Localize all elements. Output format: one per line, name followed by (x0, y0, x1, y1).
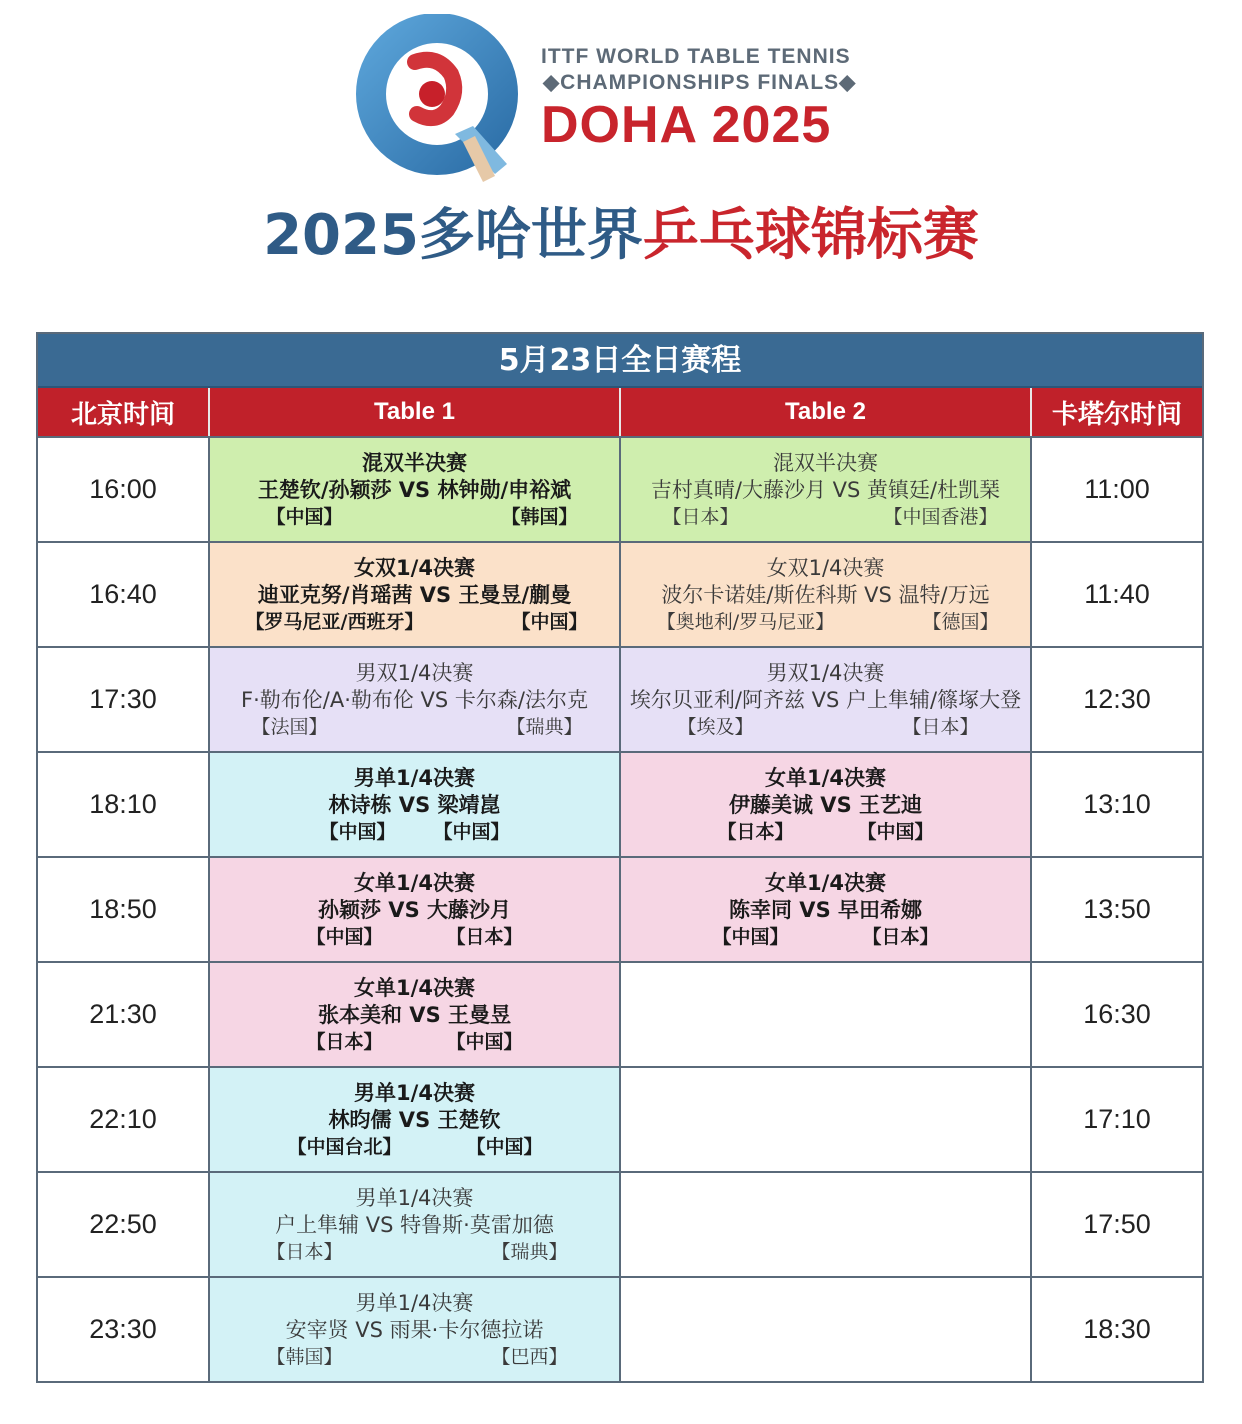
header-beijing-time: 北京时间 (38, 388, 210, 436)
table-row (38, 541, 1202, 646)
match-players: 伊藤美诚 VS 王艺迪 (729, 793, 922, 817)
match-stage: 混双半决赛 (362, 451, 467, 475)
nation-left: 【韩国】 (266, 1346, 343, 1368)
header-qatar-time: 卡塔尔时间 (1051, 399, 1182, 430)
nation-right: 【瑞典】 (491, 1241, 568, 1263)
nation-left: 【中国】 (266, 506, 343, 528)
nation-left: 【日本】 (266, 1241, 343, 1263)
table2-match (621, 858, 1032, 961)
table1-match (210, 438, 621, 541)
nation-left: 【罗马尼亚/西班牙】 (245, 611, 424, 633)
table-row (38, 1171, 1202, 1276)
nation-right: 【中国香港】 (883, 506, 998, 528)
table-row (38, 751, 1202, 856)
qatar-time-cell: 18:30 (1032, 1278, 1202, 1381)
column-headers (38, 388, 1202, 436)
schedule-table (36, 332, 1204, 1383)
nation-right: 【中国】 (466, 1136, 543, 1158)
nation-right: 【日本】 (862, 926, 939, 948)
table2-empty (621, 1278, 1032, 1381)
table1-match (210, 963, 621, 1066)
nation-right: 【中国】 (857, 821, 934, 843)
beijing-time-cell: 17:30 (38, 648, 210, 751)
match-players: 埃尔贝亚利/阿齐兹 VS 户上隼辅/篠塚大登 (629, 688, 1022, 712)
table-row (38, 436, 1202, 541)
beijing-time-cell: 21:30 (38, 963, 210, 1066)
nation-left: 【日本】 (717, 821, 794, 843)
match-players: 林昀儒 VS 王楚钦 (328, 1108, 501, 1132)
table1-match (210, 648, 621, 751)
nation-left: 【法国】 (251, 716, 328, 738)
table2-empty (621, 963, 1032, 1066)
beijing-time-cell: 23:30 (38, 1278, 210, 1381)
nation-right: 【中国】 (511, 611, 588, 633)
beijing-time-cell: 22:10 (38, 1068, 210, 1171)
nation-right: 【德国】 (922, 611, 999, 633)
header-table-1: Table 1 (210, 388, 621, 436)
nation-left: 【中国台北】 (287, 1136, 402, 1158)
table-row (38, 1276, 1202, 1381)
table2-match (621, 648, 1032, 751)
match-stage: 男单1/4决赛 (354, 1081, 475, 1105)
match-stage: 男单1/4决赛 (354, 766, 475, 790)
logo-line-2: ◆CHAMPIONSHIPS FINALS◆ (543, 71, 857, 94)
match-stage: 女单1/4决赛 (354, 871, 475, 895)
nation-right: 【日本】 (446, 926, 523, 948)
table2-empty (621, 1173, 1032, 1276)
match-players: 陈幸同 VS 早田希娜 (729, 898, 922, 922)
table2-empty (621, 1068, 1032, 1171)
match-players: 吉村真晴/大藤沙月 VS 黄镇廷/杜凯琹 (650, 478, 1001, 502)
header-table-2: Table 2 (621, 388, 1032, 436)
match-stage: 女单1/4决赛 (765, 766, 886, 790)
table1-match (210, 1068, 621, 1171)
event-logo (355, 14, 875, 184)
match-players: 王楚钦/孙颖莎 VS 林钟勋/申裕斌 (257, 478, 572, 502)
q-ribbon-logo-icon (355, 14, 530, 184)
nation-left: 【埃及】 (677, 716, 754, 738)
nation-left: 【日本】 (306, 1031, 383, 1053)
title-red-part: 乒乓球锦标赛 (642, 203, 979, 268)
qatar-time-cell: 13:10 (1032, 753, 1202, 856)
qatar-time-cell: 13:50 (1032, 858, 1202, 961)
nation-left: 【中国】 (306, 926, 383, 948)
qatar-time-cell: 11:00 (1032, 438, 1202, 541)
match-stage: 男单1/4决赛 (355, 1291, 474, 1315)
match-players: F·勒布伦/A·勒布伦 VS 卡尔森/法尔克 (241, 688, 588, 712)
nation-right: 【中国】 (446, 1031, 523, 1053)
nation-left: 【中国】 (712, 926, 789, 948)
match-players: 林诗栋 VS 梁靖崑 (328, 793, 501, 817)
qatar-time-cell: 17:50 (1032, 1173, 1202, 1276)
nation-left: 【中国】 (319, 821, 396, 843)
beijing-time-cell: 16:40 (38, 543, 210, 646)
table1-match (210, 1173, 621, 1276)
match-players: 安宰贤 VS 雨果·卡尔德拉诺 (285, 1318, 544, 1342)
match-players: 迪亚克努/肖瑶茜 VS 王曼昱/蒯曼 (257, 583, 572, 607)
beijing-time-cell: 18:10 (38, 753, 210, 856)
nation-left: 【奥地利/罗马尼亚】 (656, 611, 835, 633)
nation-right: 【瑞典】 (506, 716, 583, 738)
match-players: 孙颖莎 VS 大藤沙月 (318, 898, 511, 922)
beijing-time-cell: 16:00 (38, 438, 210, 541)
date-banner: 5月23日全日赛程 (38, 334, 1202, 388)
logo-doha-2025: DOHA 2025 (541, 96, 832, 154)
match-stage: 混双半决赛 (773, 451, 878, 475)
table-row (38, 1066, 1202, 1171)
table1-match (210, 1278, 621, 1381)
match-stage: 男双1/4决赛 (355, 661, 474, 685)
nation-left: 【日本】 (662, 506, 739, 528)
match-stage: 女双1/4决赛 (354, 556, 475, 580)
title-blue-part: 2025多哈世界 (263, 203, 643, 268)
match-stage: 女单1/4决赛 (354, 976, 475, 1000)
table1-match (210, 543, 621, 646)
table-row (38, 646, 1202, 751)
table2-match (621, 753, 1032, 856)
table-row (38, 856, 1202, 961)
qatar-time-cell: 16:30 (1032, 963, 1202, 1066)
nation-right: 【韩国】 (501, 506, 578, 528)
match-players: 张本美和 VS 王曼昱 (318, 1003, 511, 1027)
table1-match (210, 753, 621, 856)
nation-right: 【中国】 (433, 821, 510, 843)
qatar-time-cell: 12:30 (1032, 648, 1202, 751)
match-stage: 男单1/4决赛 (355, 1186, 474, 1210)
table1-match (210, 858, 621, 961)
qatar-time-cell: 11:40 (1032, 543, 1202, 646)
match-stage: 女单1/4决赛 (765, 871, 886, 895)
page-title (0, 196, 1242, 276)
nation-right: 【日本】 (902, 716, 979, 738)
match-stage: 男双1/4决赛 (766, 661, 885, 685)
table2-match (621, 543, 1032, 646)
nation-right: 【巴西】 (491, 1346, 568, 1368)
qatar-time-cell: 17:10 (1032, 1068, 1202, 1171)
table-row (38, 961, 1202, 1066)
logo-line-1: ITTF WORLD TABLE TENNIS (541, 45, 851, 68)
match-players: 波尔卡诺娃/斯佐科斯 VS 温特/万远 (661, 583, 990, 607)
beijing-time-cell: 18:50 (38, 858, 210, 961)
beijing-time-cell: 22:50 (38, 1173, 210, 1276)
table2-match (621, 438, 1032, 541)
match-players: 户上隼辅 VS 特鲁斯·莫雷加德 (275, 1213, 554, 1237)
match-stage: 女双1/4决赛 (766, 556, 885, 580)
